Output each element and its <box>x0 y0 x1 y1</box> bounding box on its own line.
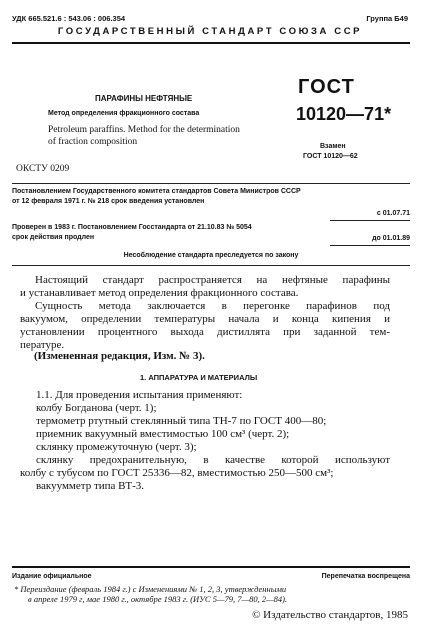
header-rule <box>12 42 410 44</box>
intro-line3: Сущность метода заключается в перегонке парафинов под <box>35 300 390 312</box>
section-line6: склянку предохранительную, в качестве которой используют <box>36 454 390 466</box>
section-line2: колбу Богданова (черт. 1); <box>36 402 157 414</box>
gost-number: 10120—71* <box>296 104 392 124</box>
section-heading: 1. АППАРАТУРА И МАТЕРИАЛЫ <box>140 373 258 382</box>
official-edition: Издание официальное <box>12 573 92 580</box>
intro-line2: и устанавливает метод определения фракционного состава. <box>20 287 299 299</box>
intro-line1: Настоящий стандарт распространяется на нефтяные парафины <box>35 274 390 286</box>
reprint-prohibited: Перепечатка воспрещена <box>321 573 410 580</box>
decree-line1: Постановлением Государственного комитета стандартов Совета Министров СССР <box>12 188 301 195</box>
section-line5: склянку промежуточную (черт. 3); <box>36 441 197 453</box>
english-title-line2: of fraction composition <box>48 137 138 147</box>
group-code: Группа Б49 <box>366 14 408 23</box>
title-rule <box>12 183 410 184</box>
extension-date: до 01.01.89 <box>372 235 410 242</box>
edition-note: (Измененная редакция, Изм. № 3). <box>34 350 205 362</box>
udk-code: УДК 665.521.6 : 543.06 : 006.354 <box>12 14 126 23</box>
section-line4: приемник вакуумный вместимостью 100 см³ (черт. 2); <box>36 428 290 440</box>
violation-notice: Несоблюдение стандарта преследуется по закону <box>123 252 299 259</box>
english-title-line1: Petroleum paraffins. Method for the determination <box>48 125 240 135</box>
decree-line3: Проверен в 1983 г. Постановлением Госстандарта от 21.10.83 № 5054 <box>12 224 252 231</box>
section-line3: термометр ртутный стеклянный типа ТН-7 по ГОСТ 400—80; <box>36 415 327 427</box>
date1-underline <box>330 220 410 221</box>
gost-label: ГОСТ <box>298 76 355 98</box>
document-subtitle: Метод определения фракционного состава <box>48 110 200 117</box>
date2-underline <box>330 245 410 246</box>
decree-line2: от 12 февраля 1971 г. № 218 срок введения установлен <box>12 198 205 205</box>
intro-line4: вакуумом, определении температуры начала и конца кипения и <box>20 313 390 325</box>
section-line8: вакуумметр типа ВТ-3. <box>36 480 145 492</box>
intro-line6: пературе. <box>20 339 65 351</box>
document-title: ПАРАФИНЫ НЕФТЯНЫЕ <box>95 94 193 103</box>
replaces-value: ГОСТ 10120—62 <box>303 153 358 160</box>
footer-rule <box>12 566 410 568</box>
section-line1: 1.1. Для проведения испытания применяют: <box>36 389 243 401</box>
section-line7: колбу с тубусом по ГОСТ 25336—82, вместимостью 250—500 см³; <box>20 467 334 479</box>
introduction-date: с 01.07.71 <box>376 210 410 217</box>
okstu-code: ОКСТУ 0209 <box>16 164 70 174</box>
state-standard-heading: ГОСУДАРСТВЕННЫЙ СТАНДАРТ СОЮЗА ССР <box>57 26 363 37</box>
intro-line5: установлении процентного выхода дистиллята при заданной тем- <box>20 326 390 338</box>
reissue-note-line2: в апреле 1979 г, мае 1980 г., октябре 1983 г. (ИУС 5—79, 7—80, 2—84). <box>28 594 288 604</box>
decree-line4: срок действия продлен <box>12 234 95 241</box>
decree-rule <box>12 265 410 266</box>
copyright: © Издательство стандартов, 1985 <box>252 609 408 621</box>
replaces-label: Взамен <box>320 143 346 150</box>
reissue-note-line1: * Переиздание (февраль 1984 г.) с Изменениями № 1, 2, 3, утвержденными <box>14 584 287 594</box>
